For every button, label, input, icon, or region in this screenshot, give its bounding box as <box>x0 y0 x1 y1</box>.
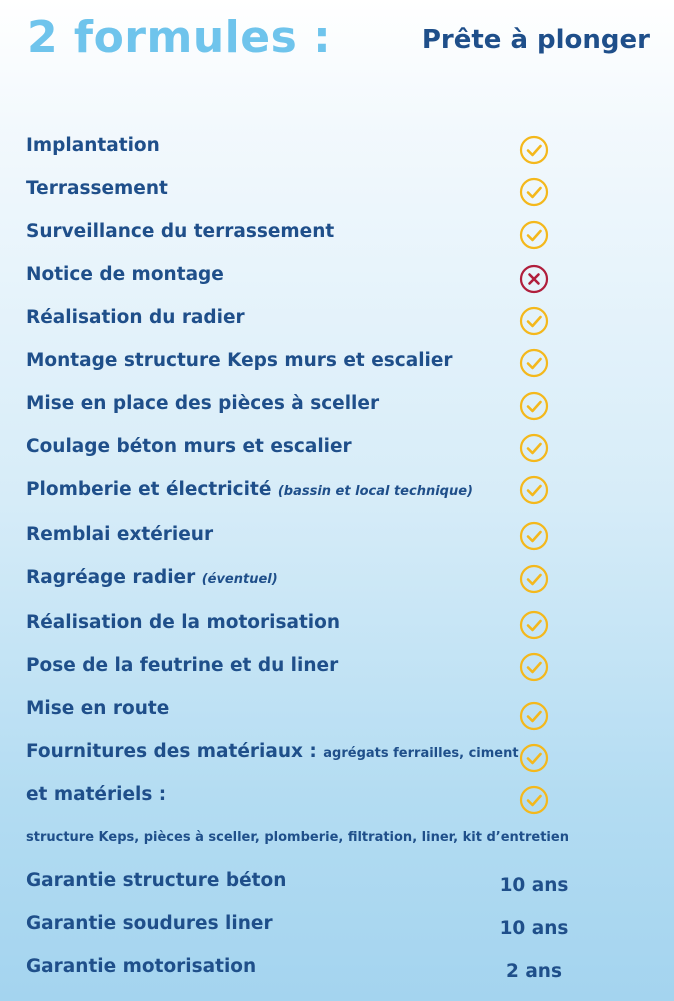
page-title: 2 formules : <box>27 12 332 63</box>
feature-row <box>26 221 334 242</box>
check-circle-icon <box>519 610 549 640</box>
check-circle-icon <box>519 743 549 773</box>
feature-label: Coulage béton murs et escalier <box>26 436 352 457</box>
feature-row <box>26 264 224 285</box>
feature-row <box>26 698 169 719</box>
feature-row <box>26 135 160 156</box>
feature-note: (éventuel) <box>201 572 278 587</box>
feature-label: Terrassement <box>26 178 168 199</box>
feature-label: Surveillance du terrassement <box>26 221 335 242</box>
feature-label: Ragréage radier <box>26 567 196 588</box>
guarantee-label: Garantie soudures liner <box>26 913 273 934</box>
check-circle-icon <box>519 220 549 250</box>
check-circle-icon <box>519 348 549 378</box>
feature-row <box>26 741 519 762</box>
feature-row <box>26 178 168 199</box>
guarantee-value: 10 ans <box>499 918 569 939</box>
feature-label: Implantation <box>26 135 160 156</box>
formula-name: Prête à plonger <box>421 25 650 55</box>
feature-row <box>26 784 166 805</box>
check-circle-icon <box>519 701 549 731</box>
feature-row <box>26 655 338 676</box>
feature-label: Plomberie et électricité <box>26 479 272 500</box>
feature-label: et matériels : <box>26 784 167 805</box>
feature-row <box>26 612 340 633</box>
check-circle-icon <box>519 652 549 682</box>
feature-label: Mise en route <box>26 698 170 719</box>
feature-label: Réalisation du radier <box>26 307 245 328</box>
feature-label: Montage structure Keps murs et escalier <box>26 350 453 371</box>
feature-label: Fournitures des matériaux : <box>26 741 317 762</box>
check-circle-icon <box>519 391 549 421</box>
feature-row <box>26 436 352 457</box>
guarantee-label: Garantie motorisation <box>26 956 257 977</box>
feature-note: (bassin et local technique) <box>277 484 473 499</box>
feature-row <box>26 307 245 328</box>
feature-label: Notice de montage <box>26 264 224 285</box>
check-circle-icon <box>519 564 549 594</box>
feature-row <box>26 524 213 545</box>
check-circle-icon <box>519 475 549 505</box>
feature-row <box>26 479 473 500</box>
guarantee-value: 2 ans <box>506 961 562 982</box>
feature-label: Réalisation de la motorisation <box>26 612 341 633</box>
check-circle-icon <box>519 306 549 336</box>
feature-suffix: agrégats ferrailles, ciment <box>323 746 519 761</box>
materials-detail: structure Keps, pièces à sceller, plomberie, filtration, liner, kit d’entretien <box>26 830 569 845</box>
check-circle-icon <box>519 135 549 165</box>
feature-label: Remblai extérieur <box>26 524 214 545</box>
feature-row <box>26 393 379 414</box>
feature-row <box>26 567 278 588</box>
cross-circle-icon <box>519 264 549 294</box>
feature-label: Mise en place des pièces à sceller <box>26 393 380 414</box>
guarantee-label: Garantie structure béton <box>26 870 287 891</box>
feature-row <box>26 350 453 371</box>
feature-label: Pose de la feutrine et du liner <box>26 655 339 676</box>
check-circle-icon <box>519 433 549 463</box>
guarantee-value: 10 ans <box>499 875 569 896</box>
check-circle-icon <box>519 785 549 815</box>
check-circle-icon <box>519 177 549 207</box>
check-circle-icon <box>519 521 549 551</box>
